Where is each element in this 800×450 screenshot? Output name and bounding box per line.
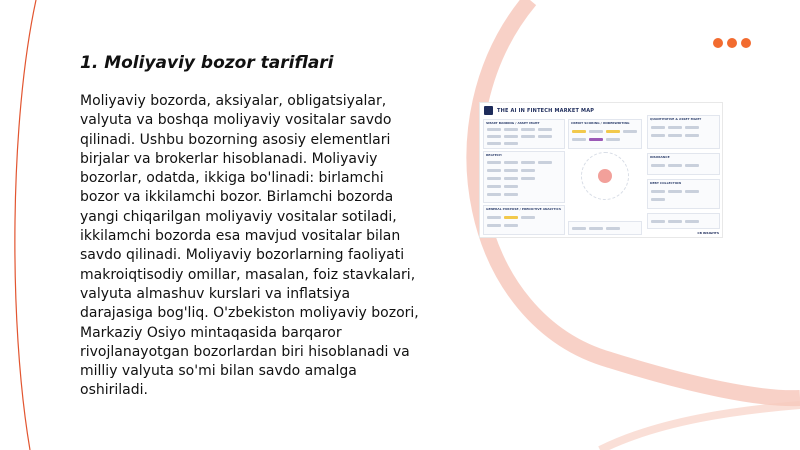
dot-icon: [713, 38, 723, 48]
map-panel-label: CREDIT SCORING / UNDERWRITING: [571, 121, 630, 125]
map-footer: CB INSIGHTS: [697, 231, 719, 235]
map-panel: [568, 221, 642, 235]
map-panel: [483, 119, 565, 149]
map-panel: [647, 153, 720, 175]
map-panel-label: QUANTITATIVE & ASSET MGMT: [650, 117, 702, 121]
fintech-market-map-image: [479, 102, 723, 238]
map-panel-label: REGTECH: [486, 153, 502, 157]
logo-icon: [484, 106, 493, 115]
dot-icon: [727, 38, 737, 48]
slide-paragraph: Moliyaviy bozorda, aksiyalar, obligatsiyalar, valyuta va boshqa moliyaviy vositalar savdo qilinadi. Ushbu bozorning asosiy elementlari birjalar va brokerlar hisoblanadi. Moliyaviy bozorlar, odatda, ikkiga bo'linadi: birlamchi bozor va ikkilamchi bozor. Birlamchi bozorda yangi chiqarilgan moliyaviy vositalar sotiladi, ikkilamchi bozorda esa mavjud vositalar bilan savdo qilinadi. Moliyaviy bozorlarning faoliyati makroiqtisodiy omillar, masalan, foiz stavkalari, valyuta almashuv kurslari va inflatsiya darajasiga bog'liq. O'zbekiston moliyaviy bozori, Markaziy Osiyo mintaqasida barqaror rivojlanayotgan bozorlardan biri hisoblanadi va milliy valyuta so'mi bilan savdo amalga oshiriladi.: [80, 93, 419, 399]
map-panel-label: GENERAL PURPOSE / PREDICTIVE ANALYTICS: [486, 207, 562, 211]
map-panel: [483, 205, 565, 235]
map-center-hub: [598, 169, 612, 183]
map-title: THE AI IN FINTECH MARKET MAP: [497, 107, 595, 114]
decorative-dots: [713, 38, 751, 48]
map-panel: [568, 119, 642, 149]
dot-icon: [741, 38, 751, 48]
map-panel: [647, 179, 720, 209]
map-panel-label: DEBT COLLECTION: [650, 181, 681, 185]
map-panel: [647, 213, 720, 229]
map-header: [484, 106, 594, 115]
map-panel-label: SMART BANKING / ASSET MGMT: [486, 121, 540, 125]
map-panel: [647, 115, 720, 149]
map-panel: [483, 151, 565, 203]
slide-title: 1. Moliyaviy bozor tariflari: [80, 53, 334, 73]
map-panel-label: INSURANCE: [650, 155, 670, 159]
